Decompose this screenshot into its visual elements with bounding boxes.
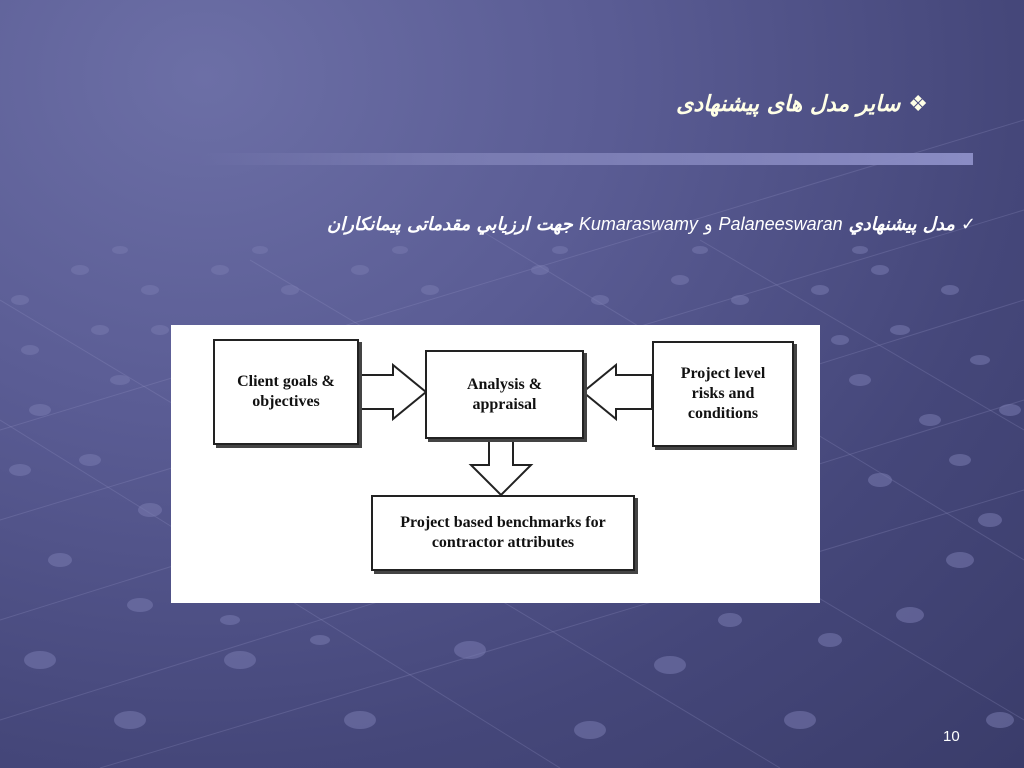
subtitle-author1: Palaneeswaran [718, 214, 843, 234]
benchmarks-box [371, 495, 635, 571]
project-risks-label: Project level risks and conditions [680, 365, 766, 422]
benchmarks-label: Project based benchmarks for contractor attributes [400, 514, 606, 551]
slide-subtitle [327, 214, 976, 235]
client-goals-label: Client goals & objectives [237, 373, 335, 410]
four-diamond-bullet-icon: ❖ [908, 92, 928, 117]
slide-title [676, 92, 928, 117]
check-mark-icon: ✓ [960, 214, 976, 235]
analysis-appraisal-box [425, 350, 584, 439]
page-number: 10 [943, 728, 960, 745]
title-underline-bar [200, 153, 973, 165]
slide-title-text: سایر مدل های پیشنهادی [676, 92, 901, 117]
client-goals-box [213, 339, 359, 445]
subtitle-conjunction: و [703, 214, 713, 235]
arrow-client-to-analysis [355, 365, 426, 419]
project-risks-box [652, 341, 794, 447]
arrow-analysis-to-benchmarks [471, 437, 531, 495]
subtitle-part2: جهت ارزيابي مقدماتی پیمانکاران [327, 214, 573, 235]
subtitle-author2: Kumaraswamy [578, 214, 698, 234]
diagram-figure [171, 325, 820, 603]
subtitle-part1: مدل پیشنهادي [848, 214, 955, 235]
arrow-risk-to-analysis [583, 365, 652, 419]
analysis-appraisal-label: Analysis & appraisal [466, 375, 543, 413]
